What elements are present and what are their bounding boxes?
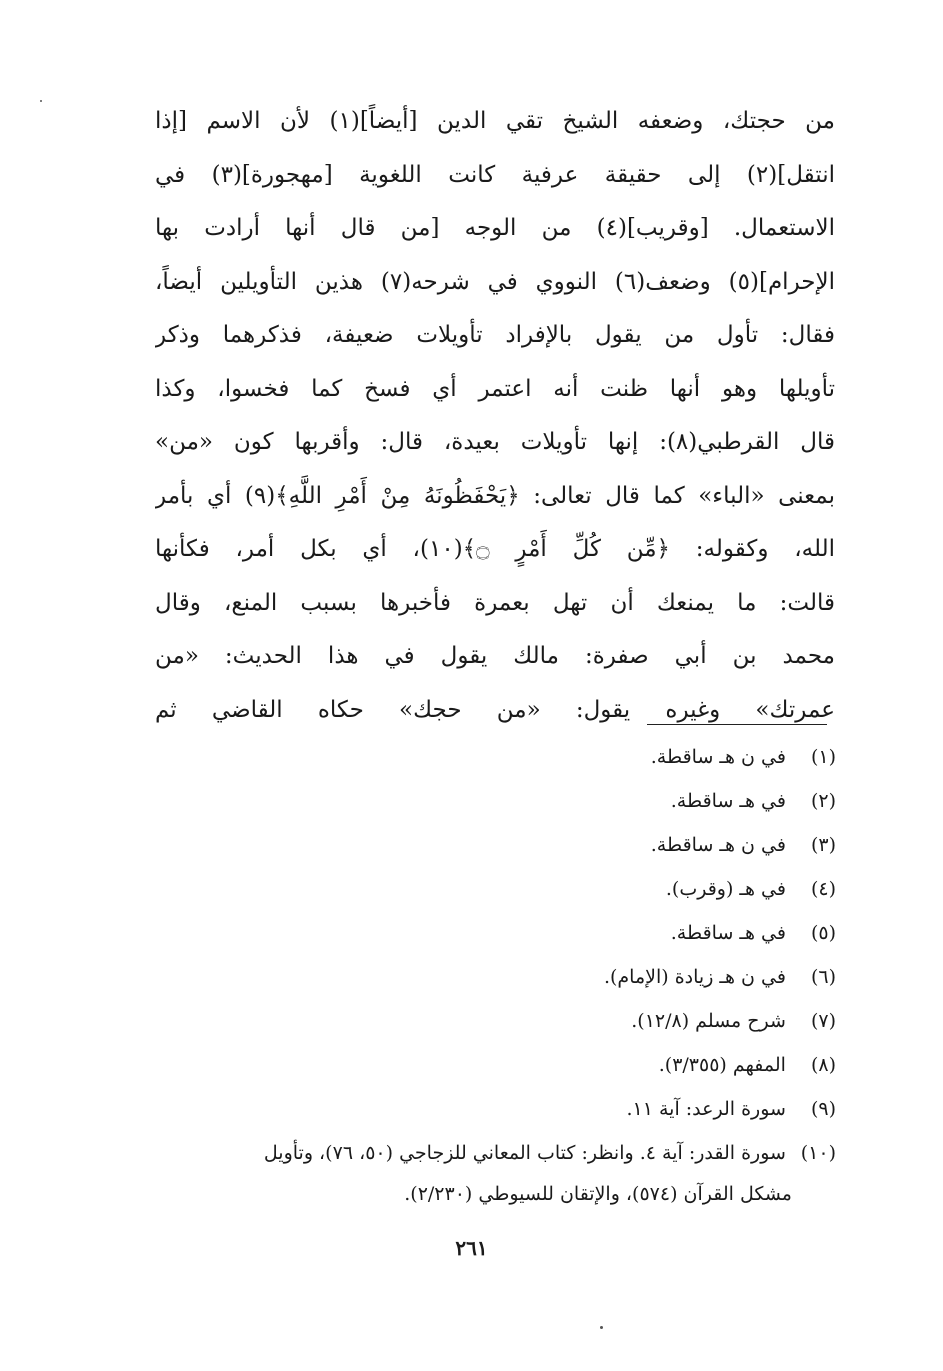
footnote-text: في ن هـ زيادة (الإمام). xyxy=(603,966,786,988)
text-line-3: الاستعمال. [وقريب](٤) من الوجه [من قال أنها أرادت بها xyxy=(155,215,835,241)
footnote-text: في هـ ساقطة. xyxy=(670,922,786,944)
footnote-number: (٢) xyxy=(810,790,836,812)
text-line-9: الله، وكقوله: ﴿مِّن كُلِّ أَمْرٍ ۝﴾(١٠)، أي بكل أمر، فكأنها xyxy=(155,536,835,562)
footnote-number: (٦) xyxy=(810,966,836,988)
footnote-6 xyxy=(150,955,840,999)
text-line-5: فقال: تأول من يقول بالإفراد تأويلات ضعيفة، فذكرهما وذكر xyxy=(155,322,835,348)
footnote-4 xyxy=(150,867,840,911)
text-line-4: الإحرام](٥) وضعف(٦) النووي في شرحه(٧) هذين التأويلين أيضاً، xyxy=(155,268,835,295)
text-line-2: انتقل](٢) إلى حقيقة عرفية كانت اللغوية [مهجورة](٣) في xyxy=(155,161,835,188)
footnote-number: (٧) xyxy=(810,1010,836,1032)
footnote-number: (٤) xyxy=(810,878,836,900)
footnote-2 xyxy=(150,779,840,823)
footnote-text: سورة الرعد: آية ١١. xyxy=(626,1098,786,1120)
footnote-text: في هـ ساقطة. xyxy=(670,790,786,812)
main-text xyxy=(155,95,835,737)
footnote-10-continuation: مشكل القرآن (٥٧٤)، والإتقان للسيوطي (٢/٢٣٠). xyxy=(404,1183,792,1205)
text-line-12: عمرتك» وغيره يقول: «من حجك» حكاه القاضي ثم xyxy=(155,696,835,723)
footnote-1 xyxy=(150,735,840,779)
footnote-number: (٨) xyxy=(810,1054,836,1076)
footnote-text: سورة القدر: آية ٤. وانظر: كتاب المعاني للزجاجي (٥٠، ٧٦)، وتأويل xyxy=(263,1142,786,1164)
footnote-number: (١) xyxy=(810,746,836,768)
text-line-10: قالت: ما يمنعك أن تهل بعمرة فأخبرها بسبب المنع، وقال xyxy=(155,589,835,616)
text-line-6: تأويلها وهو أنها ظنت أنه اعتمر أي فسخ كما فخسوا، وكذا xyxy=(155,375,835,402)
text-line-8: بمعنى «الباء» كما قال تعالى: ﴿يَحْفَظُونَهُ مِنْ أَمْرِ اللَّهِ﴾(٩) أي بأمر xyxy=(155,482,835,509)
footnote-7 xyxy=(150,999,840,1043)
footnotes xyxy=(150,735,840,1213)
text-line-11: محمد بن أبي صفرة: مالك يقول في هذا الحديث: «من xyxy=(155,643,835,669)
footnote-9 xyxy=(150,1087,840,1131)
text-line-7: قال القرطبي(٨): إنها تأويلات بعيدة، قال: وأقربها كون «من» xyxy=(155,429,835,455)
footnote-text: شرح مسلم (١٢/٨). xyxy=(631,1010,786,1032)
footnote-8 xyxy=(150,1043,840,1087)
footnote-number: (٣) xyxy=(810,834,836,856)
footnote-number: (٥) xyxy=(810,922,836,944)
footnote-number: (٩) xyxy=(810,1098,836,1120)
footnote-text: في ن هـ ساقطة. xyxy=(650,746,786,768)
scan-speck xyxy=(600,1326,603,1329)
page-number: ٢٦١ xyxy=(455,1236,488,1260)
footnote-separator xyxy=(647,724,827,725)
footnote-3 xyxy=(150,823,840,867)
footnote-text: في ن هـ ساقطة. xyxy=(650,834,786,856)
scan-speck xyxy=(40,100,42,102)
footnote-text: في هـ (وقرب). xyxy=(665,878,786,900)
footnote-5 xyxy=(150,911,840,955)
footnote-number: (١٠) xyxy=(800,1142,836,1164)
text-line-1: من حجتك، وضعفه الشيخ تقي الدين [أيضاً](١) لأن الاسم [إذا xyxy=(155,108,835,134)
footnote-10 xyxy=(150,1131,840,1175)
footnote-text: المفهم (٣/٣٥٥). xyxy=(658,1054,786,1076)
